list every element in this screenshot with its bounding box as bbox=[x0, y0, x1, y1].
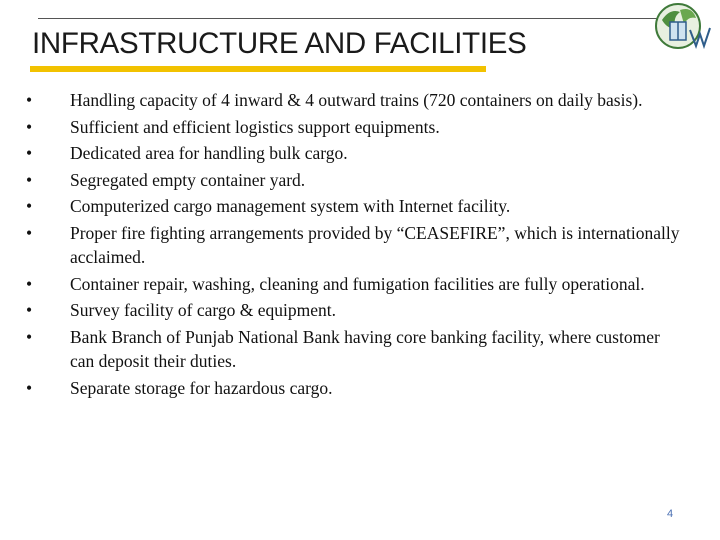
page-number: 4 bbox=[667, 508, 674, 520]
list-item-text: Proper fire fighting arrangements provided by “CEASEFIRE”, which is internationally acclaimed. bbox=[70, 222, 680, 267]
list-item-text: Survey facility of cargo & equipment. bbox=[70, 300, 336, 320]
bullet-icon: • bbox=[26, 273, 33, 294]
list-item-text: Segregated empty container yard. bbox=[70, 169, 306, 190]
bullet-icon: • bbox=[26, 326, 33, 347]
bullet-list bbox=[24, 88, 684, 402]
list-item bbox=[24, 168, 684, 193]
bullet-icon: • bbox=[26, 377, 33, 398]
list-item bbox=[24, 298, 684, 323]
list-item-text: Sufficient and efficient logistics support equipments. bbox=[70, 116, 440, 137]
bullet-icon: • bbox=[26, 300, 33, 320]
cwc-logo-icon bbox=[650, 0, 720, 54]
bullet-icon: • bbox=[26, 222, 33, 243]
list-item-text: Separate storage for hazardous cargo. bbox=[70, 377, 333, 398]
list-item bbox=[24, 115, 684, 140]
list-item bbox=[24, 272, 684, 297]
list-item-text: Handling capacity of 4 inward & 4 outward trains (720 containers on daily basis). bbox=[70, 90, 643, 110]
bullet-icon: • bbox=[26, 143, 33, 163]
page-title: INFRASTRUCTURE AND FACILITIES bbox=[32, 27, 527, 60]
bullet-icon: • bbox=[26, 90, 33, 110]
title-underline bbox=[30, 66, 486, 72]
list-item-text: Dedicated area for handling bulk cargo. bbox=[70, 143, 348, 163]
list-item bbox=[24, 221, 684, 270]
list-item-text: Container repair, washing, cleaning and fumigation facilities are fully operational. bbox=[70, 273, 645, 294]
list-item-text: Computerized cargo management system with Internet facility. bbox=[70, 196, 511, 216]
top-rule bbox=[38, 18, 660, 19]
list-item bbox=[24, 88, 684, 113]
list-item bbox=[24, 194, 684, 219]
bullet-icon: • bbox=[26, 116, 33, 137]
bullet-icon: • bbox=[26, 169, 33, 190]
bullet-icon: • bbox=[26, 196, 33, 216]
list-item bbox=[24, 141, 684, 166]
list-item bbox=[24, 325, 684, 374]
list-item-text: Bank Branch of Punjab National Bank having core banking facility, where customer can deposit their duties. bbox=[70, 326, 660, 371]
list-item bbox=[24, 376, 684, 401]
